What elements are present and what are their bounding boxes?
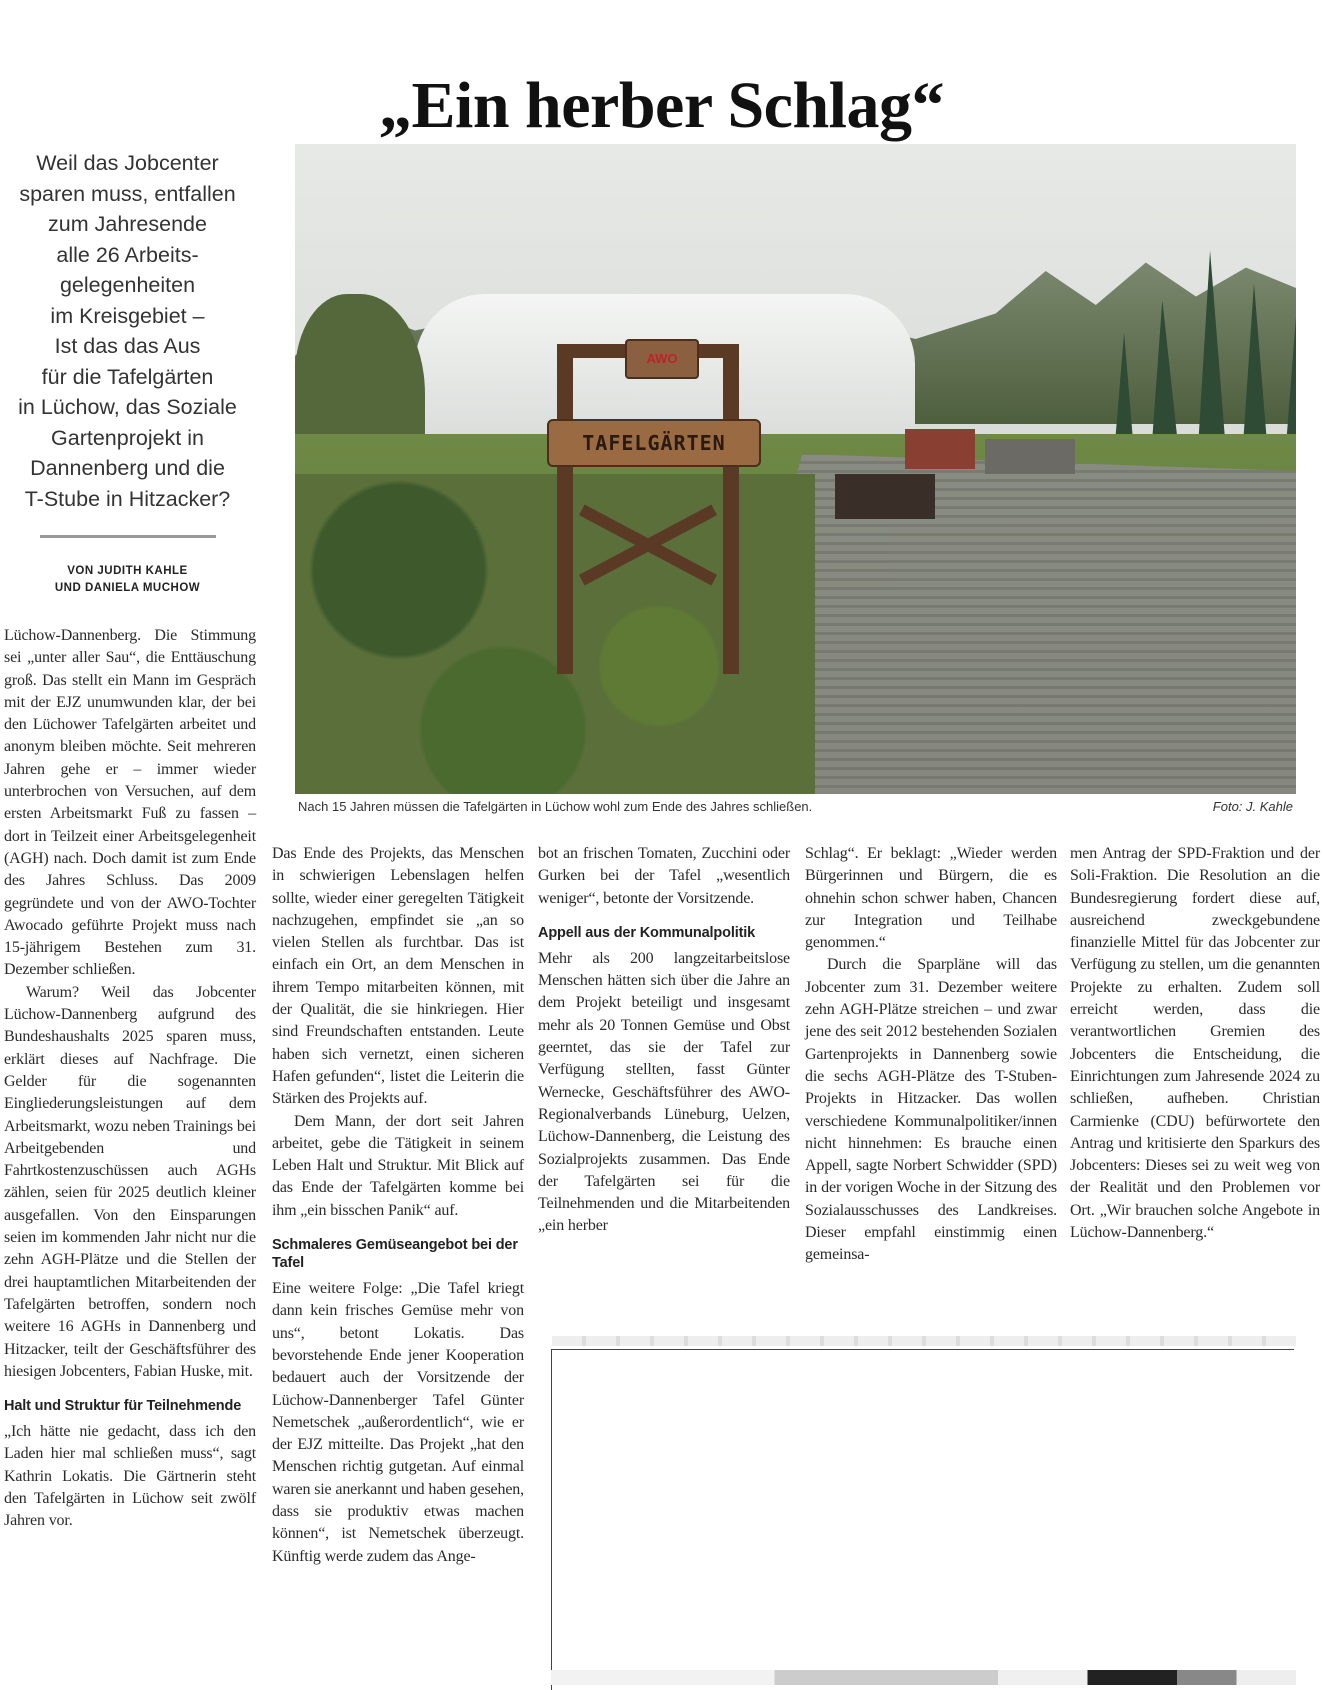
paragraph: men Antrag der SPD-Fraktion und der Soli-Fraktion. Die Resolution an die Bundesregierung fordert diese auf, ausreichend zweckgebundene finanzielle Mittel für das Jobcenter zur Verfügung zu stellen, um die genannten Projekte zu erhalten. Zudem soll erreicht werden, dass die verantwortlichen Gremien des Jobcenters die Entscheidung, die Einrichtungen zum Jahresende 2024 zu schließen, aufheben. Christian Carmienke (CDU) befürwortete den Antrag und kritisierte den Sparkurs des Jobcenters: Dieses sei zu weit weg von der Realität und den Problemen vor Ort. „Wir brauchen solche Angebote in Lüchow-Dannenberg.“ (1070, 845, 1320, 1242)
article-column-3 (538, 843, 790, 1238)
article-column-4 (805, 843, 1057, 1267)
intro-line: Gartenprojekt in (51, 425, 204, 450)
paragraph: Mehr als 200 langzeitarbeitslose Menschen hätten sich über die Jahre an dem Projekt beteiligt und insgesamt mehr als 20 Tonnen Gemüse und Obst geerntet, das sie der Tafel zur Verfügung stellten, fasst Günter Wernecke, Geschäftsführer des AWO-Regionalverbands Lüneburg, Uelzen, Lüchow-Dannenberg, die Leistung des Sozialprojekts zusammen. Das Ende der Tafelgärten sei für die Teilnehmenden und die Mitarbeitenden „ein herber (538, 949, 790, 1235)
intro-line: Dannenberg und die (30, 456, 225, 480)
intro-line: alle 26 Arbeits- (56, 242, 199, 267)
byline-line: UND DANIELA MUCHOW (54, 582, 201, 594)
intro-divider (40, 535, 216, 538)
intro-line: für die Tafelgärten (41, 364, 214, 389)
paragraph: Dem Mann, der dort seit Jahren arbeitet, gebe die Tätigkeit in seinem Leben Halt und Struktur. Mit Blick auf das Ende der Tafelgärten komme bei ihm „ein bisschen Panik“ auf. (272, 1112, 524, 1219)
article-column-2 (272, 843, 524, 1568)
article-column-5 (1070, 843, 1320, 1244)
sign-post-left (557, 344, 573, 674)
byline-line: VON JUDITH KAHLE (67, 565, 188, 577)
photo-concrete-blocks (985, 439, 1075, 474)
subheading: Appell aus der Kommunalpolitik (538, 924, 756, 941)
awo-logo-sign: AWO (625, 339, 699, 379)
headline: „Ein herber Schlag“ (378, 69, 944, 143)
paragraph: Das Ende des Projekts, das Menschen in schwierigen Lebenslagen helfen sollte, wieder einer geregelten Tätigkeit nachzugehen, empfindet sie „an so vielen Stellen als furchtbar. Das ist einfach ein Ort, an dem Menschen in ihrem Tempo mitarbeiten können, mit der Qualität, die sie hinkriegen. Hier sind Freundschaften entstanden. Leute haben sich vernetzt, einen sicheren Hafen gefunden“, listet die Leiterin die Stärken des Projekts auf. (272, 845, 524, 1108)
intro-line: zum Jahresende (48, 212, 207, 236)
intro-line: Ist das das Aus (54, 334, 201, 358)
paragraph: Eine weitere Folge: „Die Tafel kriegt dann kein frisches Gemüse mehr von uns“, betont Lokatis. Das bevorstehende Ende jener Kooperation bedauert auch der Vorsitzende der Lüchow-Dannenberger Tafel Günter Nemetschek „außerordentlich“, wie er der EJZ mitteilte. Das Projekt „hat den Menschen richtig gutgetan. Auf einmal waren sie anerkannt und haben gesehen, dass sie produktiv etwas machen können“, ist Nemetschek überzeugt. Künftig werde zudem das Ange- (272, 1280, 524, 1565)
intro-line: sparen muss, entfallen (19, 181, 236, 206)
intro-line: Weil das Jobcenter (36, 151, 219, 175)
byline (0, 563, 255, 597)
intro-line: T-Stube in Hitzacker? (24, 486, 231, 511)
photo-pallets (835, 474, 935, 519)
intro-line: im Kreisgebiet – (50, 303, 205, 328)
intro-line: in Lüchow, das Soziale (18, 395, 237, 419)
photo-caption (298, 799, 1293, 814)
photo-credit: Foto: J. Kahle (1212, 799, 1293, 814)
photo-bricks (905, 429, 975, 469)
article-photo (295, 144, 1296, 794)
subheading: Schmaleres Gemüseangebot bei der Tafel (272, 1237, 518, 1272)
caption-text: Nach 15 Jahren müssen die Tafelgärten in Lüchow wohl zum Ende des Jahres schließen. (298, 799, 813, 814)
empty-ad-box (551, 1349, 1294, 1690)
paragraph: Durch die Sparpläne will das Jobcenter zum 31. Dezember weitere zehn AGH-Plätze streichen – und zwar jene des seit 2012 bestehenden Sozialen Gartenprojekts in Dannenberg sowie die sechs AGH-Plätze des T-Stuben-Projekts in Hitzacker. Das wollen verschiedene Kommunalpolitiker/innen nicht hinnehmen: Es brauche einen Appell, sagte Norbert Schwidder (SPD) in der vorigen Woche in der Sitzung des Sozialausschusses des Landkreises. Dieser empfahl einstimmig einen gemeinsa- (805, 956, 1057, 1264)
intro-teaser (0, 148, 255, 514)
article-column-1 (4, 625, 256, 1533)
paragraph: Warum? Weil das Jobcenter Lüchow-Dannenberg aufgrund des Bundeshaushalts 2025 sparen muss, erklärt dieses auf Nachfrage. Die Gelder für die sogenannten Eingliederungsleistungen auf dem Arbeitsmarkt, wozu neben Trainings bei Arbeitgebenden und Fahrtkostenzuschüssen auch AGHs zählen, seien für 2025 deutlich kleiner ausgefallen. Von den Einsparungen seien im kommenden Jahr nicht nur die zehn AGH-Plätze und die Stellen der drei hauptamtlichen Mitarbeitenden der Tafelgärten betroffen, sondern noch weitere 16 AGHs in Dannenberg und Hitzacker, teilt der Geschäftsführer des hiesigen Jobcenters, Fabian Huske, mit. (4, 983, 256, 1380)
paragraph: Schlag“. Er beklagt: „Wieder werden Bürgerinnen und Bürgern, die es ohnehin schon schwer haben, Chancen zur Integration und Teilhabe genommen.“ (805, 845, 1057, 952)
paragraph: „Ich hätte nie gedacht, dass ich den Laden hier mal schließen muss“, sagt Kathrin Lokatis. Die Gärtnerin steht den Tafelgärten in Lüchow seit zwölf Jahren vor. (4, 1423, 256, 1530)
paragraph: Lüchow-Dannenberg. Die Stimmung sei „unter aller Sau“, die Enttäuschung groß. Das stellt ein Mann im Gespräch mit der EJZ unumwunden klar, der bei den Lüchower Tafelgärten arbeitet und anonym bleiben möchte. Seit mehreren Jahren gehe er – immer wieder unterbrochen von Versuchen, auf dem ersten Arbeitsmarkt Fuß zu fassen – dort in Teilzeit einer Arbeitsgelegenheit (AGH) nach. Doch damit ist zum Ende des Jahres Schluss. Das 2009 gegründete und von der AWO-Tochter Awocado geführte Projekt muss nach 15-jährigem Bestehen zum 31. Dezember schließen. (4, 627, 256, 979)
paragraph: bot an frischen Tomaten, Zucchini oder Gurken bei der Tafel „wesentlich weniger“, betonte der Vorsitzende. (538, 845, 790, 907)
intro-line: gelegenheiten (59, 273, 196, 297)
page-bottom-strip (551, 1670, 1296, 1685)
subheading: Halt und Struktur für Teilnehmende (4, 1398, 242, 1415)
sign-post-right (723, 344, 739, 674)
tafelgaerten-sign: TAFELGÄRTEN (547, 419, 761, 467)
